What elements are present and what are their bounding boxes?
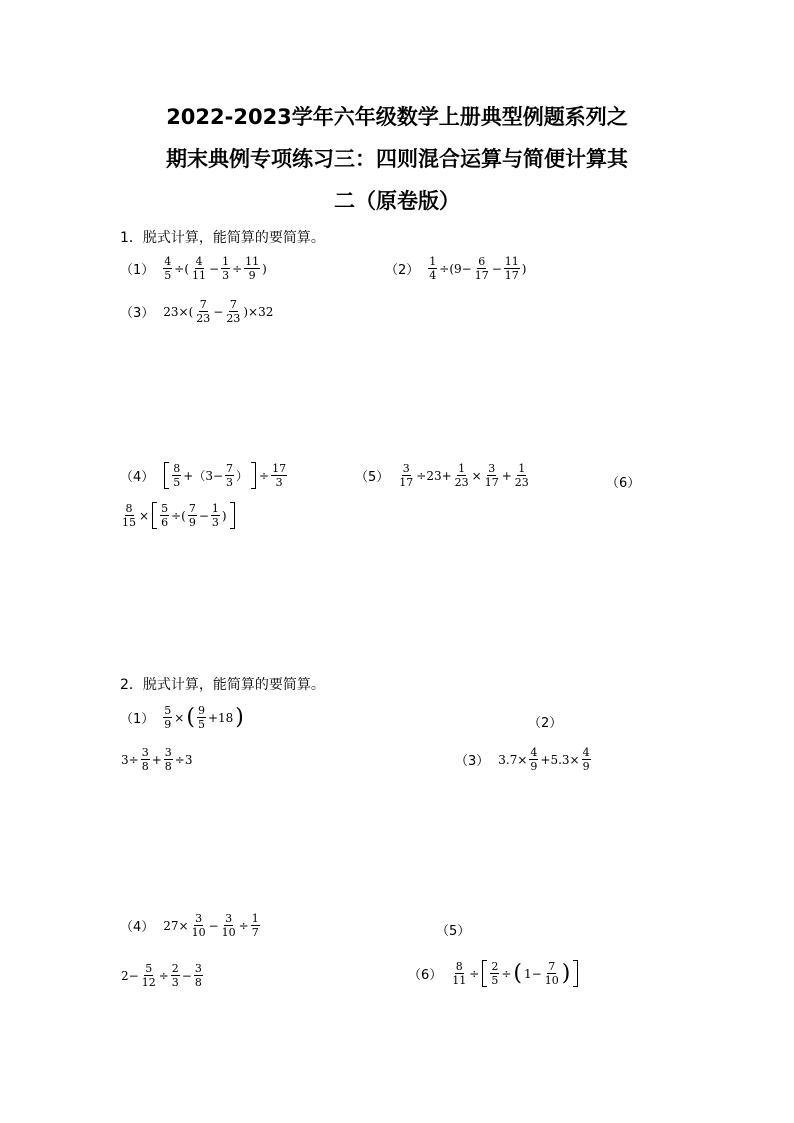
fraction: $\frac{4}{5}$: [164, 255, 172, 282]
s2-problem-4: （4） 27× $\frac{3}{10}$ − $\frac{3}{10}$ ÷ $\frac{1}{7}$: [120, 912, 259, 939]
problem-label: （6）: [408, 968, 443, 983]
s1-problem-6: $\frac{8}{15}$ × $\frac{5}{6}$ ÷( $\frac{7}{9}$ − $\frac{1}{3}$ ): [120, 502, 237, 529]
s2-problem-5: 2− $\frac{5}{12}$ ÷ $\frac{2}{3}$ − $\frac{3}{8}$: [121, 962, 202, 989]
fraction: $\frac{7}{9}$: [188, 502, 196, 529]
section2-heading: 2．脱式计算，能简算的要简算。: [120, 677, 325, 693]
s1-problem-4: （4） $\frac{8}{5}$ +（3− $\frac{7}{3}$ ） ÷ $\frac{17}{3}$: [120, 462, 287, 489]
title-line-1: 2022-2023学年六年级数学上册典型例题系列之: [166, 105, 628, 129]
s2-problem-5-label: [436, 920, 478, 939]
problem-label: （4）: [120, 470, 155, 485]
title-line-3: 二（原卷版）: [334, 189, 460, 213]
s1-problem-2: （2） $\frac{1}{4}$ ÷(9− $\frac{6}{17}$ − $\frac{11}{17}$ ): [385, 255, 527, 282]
left-bracket: [152, 502, 157, 529]
problem-label: （4）: [120, 920, 155, 935]
problem-label: （2）: [385, 263, 420, 278]
section1-heading: 1．脱式计算，能简算的要简算。: [120, 230, 325, 246]
fraction: $\frac{9}{5}$: [197, 704, 205, 731]
right-bracket: [230, 502, 235, 529]
fraction: $\frac{1}{23}$: [454, 462, 469, 489]
s2-problem-2-label: [528, 712, 570, 731]
fraction: $\frac{11}{9}$: [245, 255, 260, 282]
left-paren: (: [186, 704, 195, 730]
fraction: $\frac{4}{9}$: [582, 746, 590, 773]
fraction: $\frac{2}{3}$: [171, 962, 179, 989]
fraction: $\frac{5}{6}$: [161, 502, 169, 529]
s2-problem-3: （3） 3.7× $\frac{4}{9}$ +5.3× $\frac{4}{9}$: [455, 746, 590, 773]
right-bracket: [573, 960, 578, 987]
s2-problem-6: （6） $\frac{8}{11}$ ÷ $\frac{2}{5}$ ÷ ( 1− $\frac{7}{10}$ ): [408, 960, 580, 987]
s1-problem-5: （5） $\frac{3}{17}$ ÷23+ $\frac{1}{23}$ × $\frac{3}{17}$ + $\frac{1}{23}$: [355, 462, 529, 489]
fraction: $\frac{3}{8}$: [141, 746, 149, 773]
problem-label: （3）: [120, 306, 155, 321]
title-line-2: 期末典例专项练习三：四则混合运算与简便计算其: [166, 147, 628, 171]
left-bracket: [164, 462, 169, 489]
fraction: $\frac{3}{17}$: [399, 462, 414, 489]
fraction: $\frac{6}{17}$: [474, 255, 489, 282]
fraction: $\frac{2}{5}$: [491, 960, 499, 987]
problem-label: （1）: [120, 712, 155, 727]
s1-problem-3: （3） 23×( $\frac{7}{23}$ − $\frac{7}{23}$ )×32: [120, 298, 274, 325]
fraction: $\frac{7}{3}$: [226, 462, 234, 489]
s1-problem-1: （1） $\frac{4}{5}$ ÷( $\frac{4}{11}$ − $\frac{1}{3}$ ÷ $\frac{11}{9}$ ): [120, 255, 267, 282]
fraction: $\frac{3}{10}$: [191, 912, 206, 939]
problem-label: （5）: [436, 924, 471, 939]
fraction: $\frac{8}{5}$: [173, 462, 181, 489]
s2-problem-2: 3÷ $\frac{3}{8}$ + $\frac{3}{8}$ ÷3: [121, 746, 193, 773]
left-paren: (: [513, 960, 522, 986]
fraction: $\frac{3}{10}$: [221, 912, 236, 939]
fraction: $\frac{3}{17}$: [484, 462, 499, 489]
fraction: $\frac{5}{9}$: [164, 704, 172, 731]
problem-label: （1）: [120, 263, 155, 278]
right-paren: ): [561, 960, 571, 986]
problem-label: （5）: [355, 470, 390, 485]
right-bracket: [251, 462, 256, 489]
fraction: $\frac{1}{3}$: [211, 502, 219, 529]
fraction: $\frac{1}{4}$: [429, 255, 437, 282]
fraction: $\frac{5}{12}$: [141, 962, 156, 989]
fraction: $\frac{1}{23}$: [514, 462, 529, 489]
fraction: $\frac{8}{11}$: [452, 960, 467, 987]
fraction: $\frac{7}{10}$: [544, 960, 559, 987]
fraction: $\frac{3}{8}$: [164, 746, 172, 773]
fraction: $\frac{7}{23}$: [226, 298, 241, 325]
problem-label: （3）: [455, 754, 490, 769]
s2-problem-1: （1） $\frac{5}{9}$ × ( $\frac{9}{5}$ +18 ): [120, 704, 244, 731]
fraction: $\frac{4}{11}$: [192, 255, 207, 282]
fraction: $\frac{1}{7}$: [251, 912, 259, 939]
problem-label: （2）: [528, 716, 563, 731]
fraction: $\frac{11}{17}$: [504, 255, 519, 282]
left-bracket: [482, 960, 487, 987]
s1-problem-6-label: [606, 472, 648, 491]
fraction: $\frac{1}{3}$: [222, 255, 230, 282]
right-paren: ): [235, 704, 244, 730]
fraction: $\frac{7}{23}$: [196, 298, 211, 325]
problem-label: （6）: [606, 476, 641, 491]
fraction: $\frac{17}{3}$: [272, 462, 287, 489]
fraction: $\frac{3}{8}$: [194, 962, 202, 989]
fraction: $\frac{8}{15}$: [122, 502, 136, 529]
fraction: $\frac{4}{9}$: [530, 746, 538, 773]
